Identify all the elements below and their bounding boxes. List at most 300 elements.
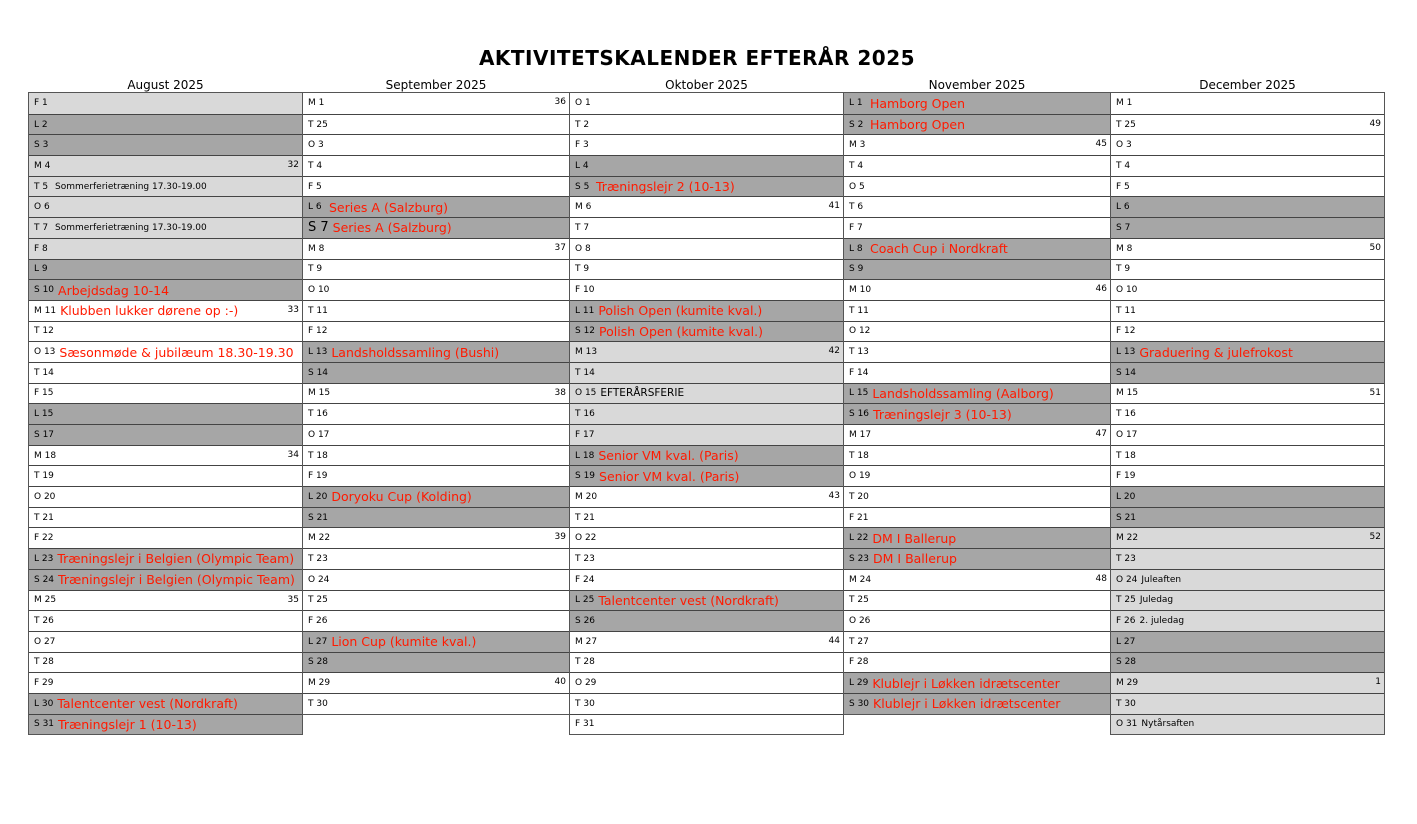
- day-label: F 12: [308, 326, 328, 337]
- day-label: T 23: [308, 553, 328, 564]
- day-row: [844, 445, 1110, 466]
- day-label: T 4: [849, 160, 864, 171]
- day-row: [844, 196, 1110, 217]
- day-row: [844, 631, 1110, 652]
- day-row: [844, 259, 1110, 280]
- day-label: S 12: [575, 326, 596, 337]
- day-row: [29, 693, 302, 714]
- day-row: [570, 569, 843, 590]
- day-row: [1111, 652, 1384, 673]
- day-row: [29, 527, 302, 548]
- day-label: S 28: [1116, 657, 1137, 668]
- day-label: M 24: [849, 574, 872, 585]
- day-row: [303, 176, 569, 197]
- day-label: F 1: [34, 98, 48, 109]
- day-row: [303, 631, 569, 652]
- day-label: S 9: [849, 264, 864, 275]
- day-row: [29, 610, 302, 631]
- day-label: F 5: [308, 181, 322, 192]
- day-row: [1111, 155, 1384, 176]
- day-row: [1111, 507, 1384, 528]
- day-label: L 18: [575, 450, 595, 461]
- event-label: Talentcenter vest (Nordkraft): [598, 592, 779, 608]
- day-row: [844, 590, 1110, 611]
- day-label: F 26: [1116, 616, 1136, 627]
- day-label: T 4: [308, 160, 323, 171]
- day-label: F 19: [308, 471, 328, 482]
- day-label: L 27: [1116, 636, 1136, 647]
- week-number: 33: [287, 304, 299, 315]
- event-label: Juledag: [1139, 595, 1174, 606]
- day-row: [570, 341, 843, 362]
- day-row: [1111, 176, 1384, 197]
- day-row: [1111, 383, 1384, 404]
- day-label: S 14: [308, 367, 329, 378]
- day-row: [844, 134, 1110, 155]
- day-label: L 11: [575, 305, 595, 316]
- day-label: T 25: [308, 595, 328, 606]
- day-row: [844, 403, 1110, 424]
- day-label: T 11: [849, 305, 869, 316]
- day-row: [29, 300, 302, 321]
- day-label: L 30: [34, 698, 54, 709]
- day-label: S 30: [849, 698, 870, 709]
- month-oktober: [569, 78, 844, 735]
- day-row: [1111, 300, 1384, 321]
- day-row: [570, 383, 843, 404]
- day-label: T 7: [34, 222, 49, 233]
- day-label: M 22: [308, 533, 331, 544]
- day-label: T 18: [308, 450, 328, 461]
- day-label: M 11: [34, 305, 57, 316]
- day-row: [844, 93, 1110, 114]
- day-row: [29, 507, 302, 528]
- day-row: [303, 548, 569, 569]
- day-label: T 12: [34, 326, 54, 337]
- day-row: [303, 155, 569, 176]
- day-label: O 5: [849, 181, 865, 192]
- day-label: L 25: [575, 595, 595, 606]
- day-label: S 28: [308, 657, 329, 668]
- day-label: M 1: [1116, 98, 1133, 109]
- day-label: O 17: [1116, 429, 1138, 440]
- day-label: F 14: [849, 367, 869, 378]
- day-label: L 6: [1116, 202, 1130, 213]
- day-row: [844, 176, 1110, 197]
- week-number: 48: [1095, 573, 1107, 584]
- day-row: [844, 279, 1110, 300]
- day-row: [1111, 631, 1384, 652]
- day-grid: [1110, 92, 1385, 735]
- day-row: [570, 176, 843, 197]
- day-row: [29, 590, 302, 611]
- day-label: O 12: [849, 326, 871, 337]
- day-row: [844, 341, 1110, 362]
- day-label: M 10: [849, 285, 872, 296]
- day-row: [29, 217, 302, 238]
- day-row: [570, 93, 843, 114]
- day-row: [570, 652, 843, 673]
- day-label: S 14: [1116, 367, 1137, 378]
- day-label: F 29: [34, 678, 54, 689]
- day-row: [1111, 93, 1384, 114]
- month-header: Oktober 2025: [665, 78, 748, 92]
- day-label: T 25: [849, 595, 869, 606]
- day-row: [29, 196, 302, 217]
- day-label: T 20: [849, 491, 869, 502]
- day-label: T 4: [1116, 160, 1131, 171]
- day-row: [844, 527, 1110, 548]
- day-label: S 5: [575, 181, 590, 192]
- day-label: T 11: [1116, 305, 1136, 316]
- day-label: M 8: [308, 243, 325, 254]
- day-row: [29, 445, 302, 466]
- day-label: L 15: [849, 388, 869, 399]
- day-row: [1111, 279, 1384, 300]
- day-label: T 21: [575, 512, 595, 523]
- day-row: [303, 93, 569, 114]
- event-label: Landsholdssamling (Aalborg): [872, 385, 1054, 401]
- day-label: O 8: [575, 243, 591, 254]
- day-grid: [569, 92, 844, 735]
- day-label: F 24: [575, 574, 595, 585]
- month-september: [302, 78, 570, 715]
- day-label: T 5: [34, 181, 49, 192]
- day-row: [303, 217, 569, 238]
- day-label: L 4: [575, 160, 589, 171]
- day-row: [844, 424, 1110, 445]
- day-row: [844, 238, 1110, 259]
- day-row: [303, 693, 569, 714]
- day-label: T 25: [1116, 595, 1136, 606]
- day-row: [844, 652, 1110, 673]
- day-grid: [28, 92, 303, 735]
- day-label: S 3: [34, 140, 49, 151]
- day-label: O 24: [308, 574, 330, 585]
- day-label: T 18: [849, 450, 869, 461]
- day-row: [303, 590, 569, 611]
- day-row: [303, 507, 569, 528]
- week-number: 43: [828, 491, 840, 502]
- day-row: [303, 196, 569, 217]
- day-label: T 6: [849, 202, 864, 213]
- day-label: O 13: [34, 347, 56, 358]
- day-row: [1111, 445, 1384, 466]
- day-row: [1111, 114, 1384, 135]
- day-row: [570, 403, 843, 424]
- day-row: [570, 217, 843, 238]
- event-label: Juleaften: [1141, 574, 1182, 585]
- day-label: T 23: [575, 553, 595, 564]
- day-row: [1111, 590, 1384, 611]
- day-row: [570, 279, 843, 300]
- day-label: S 7: [1116, 222, 1131, 233]
- day-label: T 7: [575, 222, 590, 233]
- day-label: M 25: [34, 595, 57, 606]
- event-label: Sommerferietræning 17.30-19.00: [55, 222, 207, 233]
- day-row: [303, 341, 569, 362]
- day-row: [570, 465, 843, 486]
- day-label: L 13: [1116, 347, 1136, 358]
- day-row: [303, 569, 569, 590]
- day-row: [570, 424, 843, 445]
- event-label: Senior VM kval. (Paris): [598, 448, 739, 464]
- event-label: Træningslejr 3 (10-13): [873, 406, 1012, 422]
- event-label: Series A (Salzburg): [329, 199, 449, 215]
- day-row: [1111, 610, 1384, 631]
- event-label: Træningslejr 1 (10-13): [58, 716, 197, 732]
- day-label: L 8: [849, 243, 863, 254]
- day-label: T 9: [1116, 264, 1131, 275]
- day-row: [29, 134, 302, 155]
- day-grid: [843, 92, 1111, 715]
- day-row: [303, 465, 569, 486]
- day-label: O 1: [575, 98, 591, 109]
- day-label: F 12: [1116, 326, 1136, 337]
- day-label: F 5: [1116, 181, 1130, 192]
- day-label: T 27: [849, 636, 869, 647]
- day-row: [844, 300, 1110, 321]
- day-row: [1111, 569, 1384, 590]
- month-header: December 2025: [1199, 78, 1296, 92]
- day-label: M 8: [1116, 243, 1133, 254]
- week-number: 47: [1095, 429, 1107, 439]
- day-row: [570, 196, 843, 217]
- day-row: [303, 114, 569, 135]
- day-label: O 27: [34, 636, 56, 647]
- day-label: O 10: [308, 285, 330, 296]
- day-row: [570, 527, 843, 548]
- day-row: [29, 341, 302, 362]
- week-number: 49: [1369, 118, 1381, 129]
- week-number: 41: [828, 201, 840, 212]
- day-label: T 25: [308, 119, 328, 130]
- day-row: [1111, 486, 1384, 507]
- event-label: Landsholdssamling (Bushi): [331, 344, 500, 360]
- day-row: [1111, 238, 1384, 259]
- week-number: 45: [1095, 139, 1107, 150]
- week-number: 32: [287, 160, 299, 171]
- day-row: [29, 631, 302, 652]
- day-row: [844, 486, 1110, 507]
- day-row: [844, 321, 1110, 342]
- day-label: L 13: [308, 347, 328, 358]
- day-label: S 26: [575, 616, 596, 627]
- day-row: [29, 714, 302, 735]
- event-label: Hamborg Open: [870, 95, 966, 111]
- day-label: M 18: [34, 450, 57, 461]
- event-label: Hamborg Open: [870, 117, 966, 133]
- event-label: DM I Ballerup: [872, 530, 957, 546]
- event-label: Klubben lukker dørene op :-): [60, 303, 239, 319]
- day-label: T 16: [575, 409, 595, 420]
- day-row: [570, 672, 843, 693]
- week-number: 51: [1369, 387, 1381, 398]
- day-row: [570, 714, 843, 735]
- day-row: [570, 259, 843, 280]
- day-row: [303, 486, 569, 507]
- day-label: L 1: [849, 98, 863, 109]
- day-label: F 26: [308, 616, 328, 627]
- day-row: [303, 424, 569, 445]
- day-row: [1111, 672, 1384, 693]
- day-label: O 31: [1116, 719, 1138, 730]
- day-label: T 23: [1116, 553, 1136, 564]
- day-row: [29, 259, 302, 280]
- day-row: [303, 238, 569, 259]
- day-row: [29, 548, 302, 569]
- day-label: M 6: [575, 202, 592, 213]
- day-label: F 17: [575, 429, 595, 440]
- day-row: [570, 548, 843, 569]
- day-row: [844, 362, 1110, 383]
- day-row: [29, 652, 302, 673]
- day-row: [29, 362, 302, 383]
- event-label: 2. juledag: [1139, 616, 1185, 627]
- day-label: M 15: [308, 388, 331, 399]
- week-number: 38: [554, 387, 566, 398]
- week-number: 50: [1369, 242, 1381, 253]
- page-title: AKTIVITETSKALENDER EFTERÅR 2025: [478, 46, 916, 70]
- event-label: Træningslejr 2 (10-13): [596, 179, 735, 195]
- day-row: [29, 155, 302, 176]
- day-row: [1111, 321, 1384, 342]
- day-row: [570, 300, 843, 321]
- day-label: O 29: [575, 678, 597, 689]
- day-row: [29, 465, 302, 486]
- event-label: Lion Cup (kumite kval.): [331, 634, 477, 650]
- day-row: [1111, 362, 1384, 383]
- day-label: L 22: [849, 533, 869, 544]
- day-row: [570, 321, 843, 342]
- day-label: M 22: [1116, 533, 1139, 544]
- day-row: [844, 507, 1110, 528]
- month-header: September 2025: [385, 78, 487, 92]
- day-row: [303, 321, 569, 342]
- event-label: Coach Cup i Nordkraft: [870, 241, 1008, 257]
- day-row: [844, 217, 1110, 238]
- week-number: 40: [554, 677, 566, 688]
- event-label: Nytårsaften: [1141, 719, 1195, 730]
- day-label: S 21: [1116, 512, 1137, 523]
- day-row: [303, 259, 569, 280]
- day-row: [303, 362, 569, 383]
- month-august: [28, 78, 303, 735]
- day-label: F 19: [1116, 471, 1136, 482]
- day-row: [29, 403, 302, 424]
- day-label: T 26: [34, 616, 54, 627]
- event-label: Polish Open (kumite kval.): [599, 323, 763, 339]
- day-row: [844, 465, 1110, 486]
- day-label: T 30: [308, 698, 328, 709]
- day-row: [844, 569, 1110, 590]
- day-label: O 26: [849, 616, 871, 627]
- day-row: [570, 507, 843, 528]
- month-december: [1110, 78, 1385, 735]
- day-row: [844, 383, 1110, 404]
- day-row: [303, 403, 569, 424]
- event-label: Klublejr i Løkken idrætscenter: [873, 696, 1061, 712]
- day-label: M 29: [1116, 678, 1139, 689]
- day-row: [844, 672, 1110, 693]
- day-label: L 23: [34, 553, 54, 564]
- day-row: [29, 383, 302, 404]
- day-label: M 4: [34, 160, 51, 171]
- day-row: [29, 486, 302, 507]
- day-row: [570, 362, 843, 383]
- day-row: [1111, 548, 1384, 569]
- day-row: [29, 238, 302, 259]
- week-number: 35: [287, 594, 299, 605]
- day-label: M 27: [575, 636, 598, 647]
- day-row: [303, 672, 569, 693]
- event-label: EFTERÅRSFERIE: [600, 387, 685, 400]
- day-label: L 20: [308, 491, 328, 502]
- event-label: Træningslejr i Belgien (Olympic Team): [58, 572, 295, 588]
- day-label: T 21: [34, 512, 54, 523]
- day-row: [303, 134, 569, 155]
- event-label: Graduering & julefrokost: [1139, 344, 1293, 360]
- day-label: F 21: [849, 512, 869, 523]
- day-label: T 30: [1116, 698, 1136, 709]
- day-label: F 8: [34, 243, 48, 254]
- day-label: T 14: [34, 367, 54, 378]
- day-row: [1111, 693, 1384, 714]
- week-number: 34: [287, 449, 299, 460]
- day-label: F 7: [849, 222, 863, 233]
- event-label: Sommerferietræning 17.30-19.00: [55, 181, 207, 192]
- month-november: [843, 78, 1111, 715]
- day-label: O 22: [575, 533, 597, 544]
- day-label: O 24: [1116, 574, 1138, 585]
- day-row: [1111, 527, 1384, 548]
- week-number: 37: [554, 242, 566, 253]
- day-label: L 29: [849, 678, 869, 689]
- day-row: [844, 114, 1110, 135]
- day-row: [1111, 134, 1384, 155]
- day-label: T 9: [308, 264, 323, 275]
- day-label: M 13: [575, 347, 598, 358]
- day-label: T 13: [849, 347, 869, 358]
- day-row: [303, 527, 569, 548]
- event-label: Talentcenter vest (Nordkraft): [57, 696, 238, 712]
- day-row: [303, 383, 569, 404]
- day-label: T 28: [575, 657, 595, 668]
- day-label: T 2: [575, 119, 590, 130]
- day-label: L 2: [34, 119, 48, 130]
- day-row: [303, 445, 569, 466]
- day-row: [1111, 217, 1384, 238]
- day-label: T 30: [575, 698, 595, 709]
- day-row: [570, 155, 843, 176]
- day-label: T 18: [1116, 450, 1136, 461]
- day-row: [29, 176, 302, 197]
- day-label: S 31: [34, 719, 55, 730]
- day-label: T 9: [575, 264, 590, 275]
- week-number: 52: [1369, 532, 1381, 543]
- day-label: T 14: [575, 367, 595, 378]
- day-row: [570, 590, 843, 611]
- day-label: L 9: [34, 264, 48, 275]
- day-label: F 10: [575, 285, 595, 296]
- day-label: M 29: [308, 678, 331, 689]
- day-row: [1111, 341, 1384, 362]
- day-row: [303, 279, 569, 300]
- day-label: F 31: [575, 719, 595, 730]
- day-label: F 3: [575, 140, 589, 151]
- month-header: November 2025: [928, 78, 1026, 92]
- day-row: [29, 114, 302, 135]
